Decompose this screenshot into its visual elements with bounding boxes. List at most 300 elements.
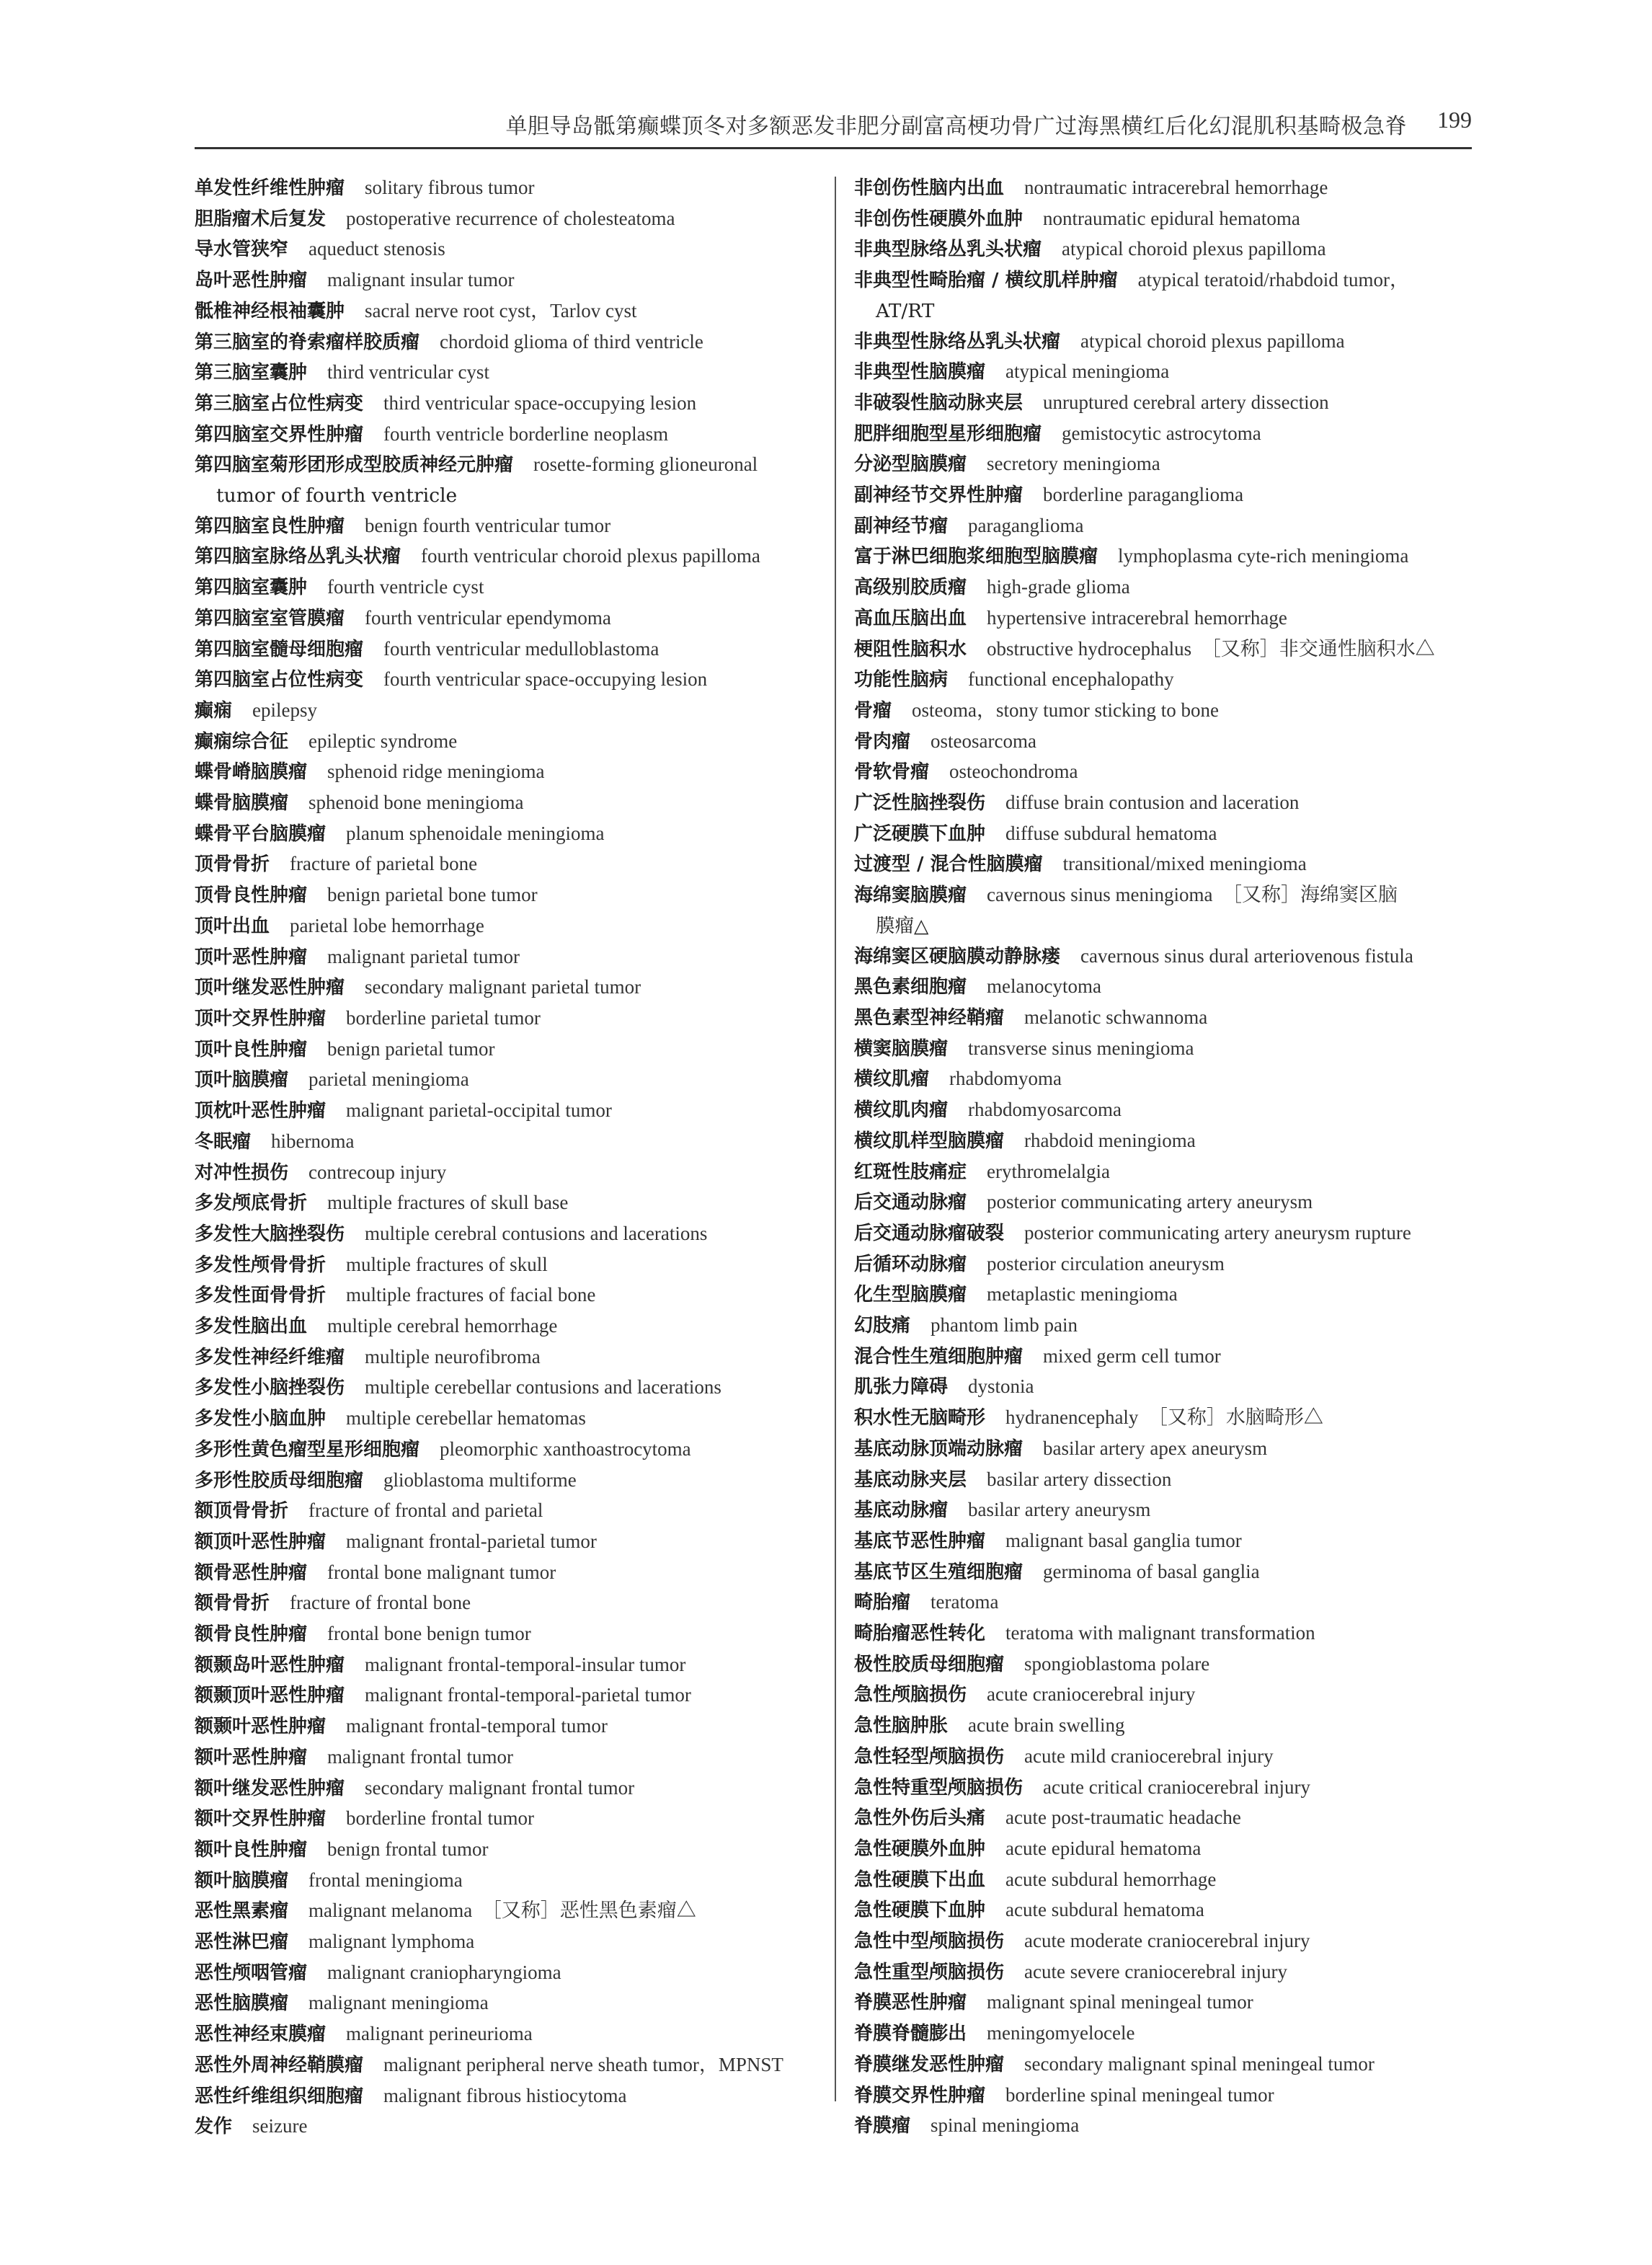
term-english: fracture of parietal bone <box>290 853 478 875</box>
term-english: multiple fractures of skull <box>346 1253 548 1275</box>
glossary-entry <box>195 1404 822 1435</box>
term-english: meningomyelocele <box>987 2022 1135 2044</box>
glossary-entry <box>854 1434 1474 1465</box>
glossary-entry <box>854 1618 1474 1649</box>
glossary-entry <box>195 420 822 451</box>
term-english: parietal lobe hemorrhage <box>290 914 484 936</box>
term-english: cavernous sinus dural arteriovenous fistula <box>1080 944 1413 967</box>
glossary-entry <box>195 1773 822 1804</box>
term-chinese: 额骨恶性肿瘤 <box>195 1561 308 1584</box>
glossary-entry <box>854 634 1474 665</box>
term-english: rhabdomyosarcoma <box>968 1099 1122 1121</box>
glossary-entry <box>195 972 822 1003</box>
term-english: fracture of frontal bone <box>290 1592 471 1614</box>
term-chinese: 第四脑室菊形团形成型胶质神经元肿瘤 <box>195 454 514 477</box>
term-english: frontal meningioma <box>308 1869 463 1891</box>
glossary-entry <box>195 450 822 481</box>
term-chinese: 基底动脉夹层 <box>854 1468 967 1491</box>
term-chinese: 脊膜继发恶性肿瘤 <box>854 2053 1005 2075</box>
term-english: erythromelalgia <box>987 1160 1110 1182</box>
glossary-entry <box>854 1095 1474 1126</box>
glossary-entry <box>854 541 1474 572</box>
term-chinese: 肌张力障碍 <box>854 1376 949 1399</box>
term-english: frontal bone malignant tumor <box>327 1561 556 1583</box>
glossary-entry <box>195 942 822 973</box>
term-chinese: 广泛性脑挫裂伤 <box>854 792 986 815</box>
term-chinese: 岛叶恶性肿瘤 <box>195 270 308 292</box>
glossary-entry <box>195 511 822 542</box>
term-chinese: 横纹肌肉瘤 <box>854 1099 949 1122</box>
glossary-entry <box>854 2080 1474 2111</box>
term-english: functional encephalopathy <box>968 668 1174 691</box>
term-english: acute subdural hemorrhage <box>1005 1868 1217 1890</box>
term-chinese: 恶性淋巴瘤 <box>195 1931 289 1954</box>
term-chinese: 癫痫综合征 <box>195 730 289 753</box>
term-english: cavernous sinus meningioma ［又称］海绵窦区脑 <box>987 884 1398 906</box>
term-english: sphenoid ridge meningioma <box>327 761 545 783</box>
term-english: osteosarcoma <box>931 730 1036 752</box>
term-english: diffuse subdural hematoma <box>1005 822 1217 844</box>
term-chinese: 化生型脑膜瘤 <box>854 1284 967 1306</box>
term-chinese: 额顶叶恶性肿瘤 <box>195 1530 327 1553</box>
glossary-entry <box>195 1373 822 1404</box>
term-chinese: 额骨良性肿瘤 <box>195 1623 308 1646</box>
term-english: aqueduct stenosis <box>308 238 445 260</box>
glossary-entry <box>195 1866 822 1897</box>
glossary-entry <box>854 1064 1474 1095</box>
term-chinese: 急性外伤后头痛 <box>854 1807 986 1830</box>
term-english: malignant peripheral nerve sheath tumor，MPNST <box>383 2053 783 2075</box>
term-chinese: 横窦脑膜瘤 <box>854 1037 949 1060</box>
term-chinese: 第四脑室髓母细胞瘤 <box>195 638 364 660</box>
term-chinese: 恶性神经束膜瘤 <box>195 2024 327 2046</box>
term-english: rosette-forming glioneuronal <box>533 453 758 476</box>
term-chinese: 导水管狭窄 <box>195 239 289 261</box>
glossary-entry <box>195 1927 822 1958</box>
glossary-entry <box>195 2081 822 2112</box>
term-english: multiple cerebral contusions and lacerations <box>365 1222 708 1244</box>
term-english: nontraumatic intracerebral hemorrhage <box>1024 177 1328 198</box>
term-english: benign parietal tumor <box>327 1037 495 1060</box>
glossary-entry <box>195 819 822 850</box>
glossary-entry <box>854 2049 1474 2080</box>
glossary-entry <box>195 1158 822 1189</box>
term-chinese: 多发性脑出血 <box>195 1316 308 1338</box>
term-english: benign parietal bone tumor <box>327 884 538 906</box>
term-continuation: AT/RT <box>876 299 935 322</box>
term-chinese: 第三脑室的脊索瘤样胶质瘤 <box>195 331 420 353</box>
term-english: parietal meningioma <box>308 1068 469 1091</box>
glossary-entry <box>195 1127 822 1158</box>
term-english: unruptured cerebral artery dissection <box>1043 391 1329 413</box>
term-chinese: 基底动脉顶端动脉瘤 <box>854 1437 1023 1460</box>
term-english: germinoma of basal ganglia <box>1043 1560 1260 1582</box>
term-english: nontraumatic epidural hematoma <box>1043 207 1300 229</box>
glossary-entry <box>195 1188 822 1219</box>
term-chinese: 额叶良性肿瘤 <box>195 1838 308 1861</box>
term-english: gemistocytic astrocytoma <box>1062 422 1261 444</box>
term-chinese: 副神经节交界性肿瘤 <box>854 484 1023 507</box>
glossary-entry <box>854 1034 1474 1065</box>
term-chinese: 后交通动脉瘤破裂 <box>854 1222 1005 1244</box>
term-english: mixed germ cell tumor <box>1043 1344 1221 1367</box>
term-chinese: 单发性纤维性肿瘤 <box>195 177 345 199</box>
glossary-entry <box>195 757 822 788</box>
term-chinese: 非典型性脑膜瘤 <box>854 361 986 384</box>
term-english: malignant spinal meningeal tumor <box>987 1991 1253 2013</box>
glossary-entry <box>195 1342 822 1373</box>
glossary-entry <box>195 1034 822 1065</box>
term-chinese: 额骨骨折 <box>195 1592 270 1615</box>
glossary-entry <box>195 1588 822 1619</box>
glossary-entry <box>854 1003 1474 1034</box>
term-english: borderline parietal tumor <box>346 1006 541 1029</box>
glossary-entry <box>195 2019 822 2050</box>
term-chinese: 畸胎瘤 <box>854 1592 911 1614</box>
term-chinese: 额颞岛叶恶性肿瘤 <box>195 1654 345 1676</box>
term-chinese: 黑色素细胞瘤 <box>854 976 967 998</box>
term-chinese: 多发颅底骨折 <box>195 1192 308 1215</box>
right-column <box>854 173 1474 2142</box>
term-chinese: 第三脑室占位性病变 <box>195 392 364 415</box>
term-english: basilar artery dissection <box>987 1468 1172 1490</box>
glossary-entry <box>195 296 822 327</box>
term-chinese: 顶叶交界性肿瘤 <box>195 1007 327 1029</box>
term-chinese: 非破裂性脑动脉夹层 <box>854 391 1023 414</box>
glossary-entry <box>195 727 822 758</box>
term-english: glioblastoma multiforme <box>383 1468 577 1491</box>
term-continuation: 膜瘤△ <box>876 914 929 937</box>
term-chinese: 蝶骨平台脑膜瘤 <box>195 823 327 845</box>
term-chinese: 多发性小脑血肿 <box>195 1408 327 1430</box>
glossary-entry <box>195 541 822 572</box>
glossary-entry <box>195 204 822 235</box>
term-english: acute moderate craniocerebral injury <box>1024 1930 1310 1952</box>
glossary-entry <box>854 880 1474 911</box>
glossary-entry <box>854 1865 1474 1896</box>
glossary-entry <box>854 1157 1474 1188</box>
glossary-entry <box>195 572 822 603</box>
glossary-entry <box>854 2111 1474 2142</box>
glossary-entry <box>854 1773 1474 1804</box>
term-english: paraganglioma <box>968 514 1084 536</box>
term-chinese: 脊膜脊髓膨出 <box>854 2023 967 2045</box>
term-english: frontal bone benign tumor <box>327 1623 531 1645</box>
term-english: malignant lymphoma <box>308 1931 475 1953</box>
glossary-entry <box>854 480 1474 511</box>
term-chinese: 第四脑室良性肿瘤 <box>195 515 345 537</box>
term-chinese: 恶性黑素瘤 <box>195 1900 289 1923</box>
term-chinese: 急性硬膜下出血 <box>854 1869 986 1891</box>
term-chinese: 额顶骨骨折 <box>195 1500 289 1522</box>
term-chinese: 多发性面骨骨折 <box>195 1285 327 1307</box>
term-chinese: 基底节恶性肿瘤 <box>854 1530 986 1552</box>
glossary-entry <box>854 1557 1474 1588</box>
term-chinese: 急性脑肿胀 <box>854 1715 949 1737</box>
term-english: spinal meningioma <box>931 2114 1080 2137</box>
glossary-entry <box>854 327 1474 358</box>
term-chinese: 分泌型脑膜瘤 <box>854 453 967 476</box>
glossary-entry <box>195 1280 822 1311</box>
term-chinese: 顶叶良性肿瘤 <box>195 1038 308 1060</box>
glossary-entry <box>854 849 1474 880</box>
term-chinese: 多发性小脑挫裂伤 <box>195 1377 345 1399</box>
term-chinese: 海绵窦脑膜瘤 <box>854 885 967 907</box>
term-chinese: 冬眠瘤 <box>195 1130 252 1153</box>
glossary-entry <box>195 696 822 727</box>
term-english: pleomorphic xanthoastrocytoma <box>440 1437 691 1460</box>
term-chinese: 恶性外周神经鞘膜瘤 <box>195 2054 364 2076</box>
term-chinese: 后循环动脉瘤 <box>854 1253 967 1275</box>
glossary-entry <box>854 1834 1474 1865</box>
glossary-entry <box>854 234 1474 265</box>
glossary-entry <box>195 1619 822 1650</box>
glossary-entry <box>195 1742 822 1773</box>
glossary-entry <box>854 819 1474 850</box>
glossary-entry <box>195 2050 822 2081</box>
glossary-entry <box>854 727 1474 758</box>
term-chinese: 蝶骨嵴脑膜瘤 <box>195 761 308 784</box>
term-chinese: 多发性颅骨骨折 <box>195 1254 327 1276</box>
term-english: multiple fractures of facial bone <box>346 1284 596 1306</box>
term-chinese: 急性特重型颅脑损伤 <box>854 1776 1023 1799</box>
term-chinese: 额颞叶恶性肿瘤 <box>195 1716 327 1738</box>
term-english: chordoid glioma of third ventricle <box>440 330 703 353</box>
term-english: dystonia <box>968 1375 1034 1398</box>
term-english: acute severe craniocerebral injury <box>1024 1960 1288 1982</box>
term-chinese: 额叶继发恶性肿瘤 <box>195 1777 345 1799</box>
glossary-entry <box>195 173 822 204</box>
term-chinese: 恶性纤维组织细胞瘤 <box>195 2085 364 2107</box>
term-english: atypical teratoid/rhabdoid tumor， <box>1137 269 1410 291</box>
term-chinese: 顶骨骨折 <box>195 854 270 876</box>
glossary-entry <box>195 911 822 942</box>
term-chinese: 骨软骨瘤 <box>854 761 930 784</box>
glossary-entry <box>854 1403 1474 1434</box>
term-chinese: 肥胖细胞型星形细胞瘤 <box>854 422 1042 445</box>
glossary-entry <box>195 880 822 911</box>
term-chinese: 畸胎瘤恶性转化 <box>854 1623 986 1645</box>
glossary-entry <box>854 1465 1474 1496</box>
glossary-entry <box>854 1711 1474 1742</box>
term-english: fracture of frontal and parietal <box>308 1499 543 1522</box>
term-english: malignant frontal-temporal-insular tumor <box>365 1653 686 1675</box>
term-english: hydranencephaly ［又称］水脑畸形△ <box>1005 1406 1323 1429</box>
term-chinese: 顶叶继发恶性肿瘤 <box>195 977 345 999</box>
glossary-entry <box>854 788 1474 819</box>
glossary-entry <box>195 1527 822 1558</box>
glossary-entry <box>195 358 822 389</box>
term-english: hibernoma <box>271 1130 355 1152</box>
term-english: malignant frontal-temporal-parietal tumor <box>365 1684 691 1706</box>
term-chinese: 额颞顶叶恶性肿瘤 <box>195 1685 345 1707</box>
term-chinese: 黑色素型神经鞘瘤 <box>854 1006 1005 1029</box>
term-chinese: 恶性脑膜瘤 <box>195 1993 289 2015</box>
glossary-entry <box>854 1342 1474 1373</box>
term-english: malignant frontal tumor <box>327 1745 513 1768</box>
term-english: acute critical craniocerebral injury <box>1043 1776 1311 1798</box>
term-chinese: 第四脑室交界性肿瘤 <box>195 423 364 446</box>
glossary-entry <box>854 1680 1474 1711</box>
glossary-entry <box>195 1804 822 1835</box>
term-english: atypical choroid plexus papilloma <box>1062 238 1326 260</box>
term-english: posterior circulation aneurysm <box>987 1252 1225 1275</box>
term-english: sacral nerve root cyst，Tarlov cyst <box>365 299 637 322</box>
term-english: malignant insular tumor <box>327 269 515 291</box>
term-chinese: 脊膜瘤 <box>854 2115 911 2137</box>
term-chinese: 多形性黄色瘤型星形细胞瘤 <box>195 1438 420 1460</box>
term-english: fourth ventricular choroid plexus papilloma <box>421 545 760 567</box>
glossary-entry <box>854 1957 1474 1988</box>
term-chinese: 幻肢痛 <box>854 1315 911 1337</box>
term-english: third ventricular space-occupying lesion <box>383 391 697 414</box>
glossary-entry <box>854 388 1474 419</box>
column-divider <box>835 177 836 2101</box>
term-english: osteochondroma <box>949 761 1078 783</box>
term-english: posterior communicating artery aneurysm <box>987 1191 1313 1213</box>
term-chinese: 非创伤性硬膜外血肿 <box>854 208 1023 230</box>
glossary-entry <box>195 1650 822 1681</box>
glossary-entry <box>854 265 1474 296</box>
glossary-entry <box>854 1495 1474 1526</box>
term-chinese: 非典型性脉络丛乳头状瘤 <box>854 330 1061 353</box>
glossary-entry <box>854 173 1474 204</box>
term-english: metaplastic meningioma <box>987 1283 1178 1306</box>
glossary-entry <box>195 1096 822 1127</box>
glossary-entry <box>854 2018 1474 2049</box>
term-chinese: 急性硬膜下血肿 <box>854 1900 986 1922</box>
term-english: multiple cerebellar hematomas <box>346 1407 586 1430</box>
term-chinese: 极性胶质母细胞瘤 <box>854 1653 1005 1675</box>
glossary-entry <box>195 1835 822 1866</box>
term-english: postoperative recurrence of cholesteatoma <box>346 207 675 229</box>
term-english: transitional/mixed meningioma <box>1062 853 1307 875</box>
glossary-entry <box>195 1219 822 1250</box>
glossary-entry <box>854 1649 1474 1680</box>
term-chinese: 基底节区生殖细胞瘤 <box>854 1561 1023 1583</box>
term-english: posterior communicating artery aneurysm rupture <box>1024 1221 1411 1244</box>
glossary-entry <box>195 1896 822 1927</box>
term-chinese: 多形性胶质母细胞瘤 <box>195 1469 364 1491</box>
term-english: osteoma，stony tumor sticking to bone <box>912 699 1219 721</box>
term-english: fourth ventricular space-occupying lesion <box>383 668 708 691</box>
term-english: planum sphenoidale meningioma <box>346 822 605 844</box>
term-chinese: 非创伤性脑内出血 <box>854 177 1005 199</box>
term-chinese: 额叶恶性肿瘤 <box>195 1746 308 1768</box>
glossary-entry <box>854 1218 1474 1249</box>
glossary-entry <box>854 1280 1474 1311</box>
term-english: secondary malignant frontal tumor <box>365 1776 635 1799</box>
term-english: borderline paraganglioma <box>1043 484 1244 506</box>
term-chinese: 广泛硬膜下血肿 <box>854 823 986 845</box>
glossary-entry <box>195 634 822 665</box>
glossary-entry <box>854 1187 1474 1218</box>
glossary-entry <box>854 204 1474 235</box>
term-chinese: 过渡型 / 混合性脑膜瘤 <box>854 854 1043 876</box>
glossary-entry <box>195 1711 822 1742</box>
term-chinese: 恶性颅咽管瘤 <box>195 1962 308 1984</box>
term-chinese: 第四脑室占位性病变 <box>195 669 364 691</box>
term-english: malignant frontal-parietal tumor <box>346 1530 597 1552</box>
glossary-entry <box>854 665 1474 696</box>
term-chinese: 高级别胶质瘤 <box>854 577 967 599</box>
term-english: fourth ventricular medulloblastoma <box>383 637 660 660</box>
term-english: melanotic schwannoma <box>1024 1006 1208 1028</box>
glossary-entry <box>195 1435 822 1466</box>
term-english: epilepsy <box>252 699 317 721</box>
term-chinese: 基底动脉瘤 <box>854 1499 949 1522</box>
term-english: epileptic syndrome <box>308 730 458 752</box>
term-chinese: 顶枕叶恶性肿瘤 <box>195 1100 327 1122</box>
term-chinese: 混合性生殖细胞肿瘤 <box>854 1345 1023 1368</box>
term-english: teratoma <box>931 1591 999 1613</box>
glossary-entry <box>195 1496 822 1527</box>
term-chinese: 梗阻性脑积水 <box>854 638 967 660</box>
term-english: acute brain swelling <box>968 1714 1125 1737</box>
term-english: benign frontal tumor <box>327 1838 489 1860</box>
term-english: fourth ventricle cyst <box>327 576 484 598</box>
glossary-entry <box>195 1311 822 1342</box>
term-english: malignant fibrous histiocytoma <box>383 2084 627 2106</box>
glossary-entry <box>854 1372 1474 1403</box>
term-continuation: tumor of fourth ventricle <box>216 484 458 507</box>
term-chinese: 急性重型颅脑损伤 <box>854 1961 1005 1983</box>
term-english: acute post-traumatic headache <box>1005 1807 1241 1829</box>
glossary-entry <box>854 1803 1474 1834</box>
term-english: contrecoup injury <box>308 1161 447 1183</box>
glossary-entry <box>854 572 1474 603</box>
glossary-entry <box>195 665 822 696</box>
term-english: teratoma with malignant transformation <box>1005 1622 1315 1644</box>
term-english: sphenoid bone meningioma <box>308 792 524 814</box>
term-english: seizure <box>252 2115 308 2137</box>
term-english: malignant parietal tumor <box>327 945 520 967</box>
term-english: rhabdoid meningioma <box>1024 1129 1196 1151</box>
term-english: fourth ventricular ependymoma <box>365 606 611 629</box>
glossary-entry <box>195 1558 822 1589</box>
term-chinese: 急性中型颅脑损伤 <box>854 1931 1005 1953</box>
term-chinese: 急性轻型颅脑损伤 <box>854 1745 1005 1768</box>
glossary-entry <box>195 234 822 265</box>
term-chinese: 横纹肌瘤 <box>854 1068 930 1091</box>
glossary-entry <box>854 1126 1474 1157</box>
term-english: secondary malignant spinal meningeal tumor <box>1024 2052 1375 2075</box>
glossary-entry <box>195 788 822 819</box>
term-english: fourth ventricle borderline neoplasm <box>383 422 669 445</box>
glossary-entry <box>195 849 822 880</box>
glossary-entry <box>195 389 822 420</box>
term-english: secretory meningioma <box>987 453 1160 475</box>
term-english: obstructive hydrocephalus ［又称］非交通性脑积水△ <box>987 637 1435 660</box>
term-chinese: 蝶骨脑膜瘤 <box>195 792 289 815</box>
term-chinese: 多发性神经纤维瘤 <box>195 1346 345 1368</box>
term-chinese: 功能性脑病 <box>854 669 949 691</box>
term-english: basilar artery aneurysm <box>968 1499 1151 1521</box>
term-english: basilar artery apex aneurysm <box>1043 1437 1268 1459</box>
term-chinese: 积水性无脑畸形 <box>854 1407 986 1430</box>
term-chinese: 非典型脉络丛乳头状瘤 <box>854 239 1042 261</box>
glossary-entry <box>854 1987 1474 2018</box>
term-chinese: 胆脂瘤术后复发 <box>195 208 327 230</box>
glossary-entry <box>195 1003 822 1034</box>
term-english: benign fourth ventricular tumor <box>365 514 611 536</box>
term-english: solitary fibrous tumor <box>365 177 535 198</box>
term-english: transverse sinus meningioma <box>968 1037 1194 1059</box>
term-english: diffuse brain contusion and laceration <box>1005 792 1300 814</box>
glossary-entry <box>854 941 1474 972</box>
glossary-entry <box>195 1250 822 1281</box>
glossary-entry <box>854 757 1474 788</box>
